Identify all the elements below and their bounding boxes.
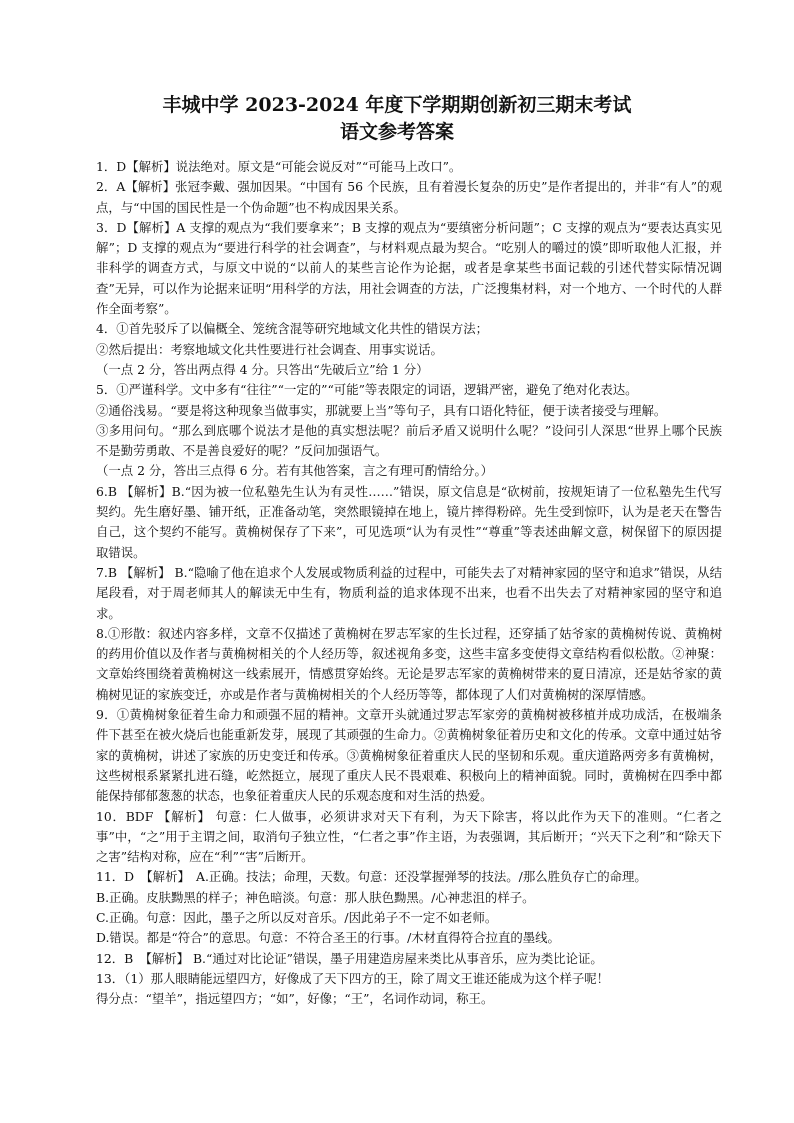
answer-paragraph-13: 8.①形散：叙述内容多样，文章不仅描述了黄桷树在罗志军家的生长过程，还穿插了姑爷家的黄桷树传说、黄桷树的药用价值以及作者与黄桷树相关的个人经历等，叙述视角多变，这些丰富多变使得文章结构看似松散。②神聚：文章始终围绕着黄桷树这一线索展开，情感贯穿始终。无论是罗志军家的黄桷树带来的夏日清凉，还是姑爷家的黄桷树见证的家族变迁，亦或是作者与黄桷树相关的个人经历等等，都体现了人们对黄桷树的深厚情感。 <box>96 625 722 702</box>
answer-paragraph-6: （一点 2 分，答出两点得 4 分。只答出“先破后立”给 1 分） <box>96 361 429 377</box>
answer-paragraph-17: B.正确。皮肤黝黑的样子；神色暗淡。句意：那人肤色黝黑。/心神悲沮的样子。 <box>96 889 535 905</box>
answer-paragraph-3: 3．D【解析】A 支撑的观点为“我们要拿来”；B 支撑的观点为“要缜密分析问题”；C 支撑的观点为“要表达真实见解”；D 支撑的观点为“要进行科学的社会调查”，与材料观点最为契合。“吃别人的嚼过的馍”即听取他人汇报，并非科学的调查方式，与原文中说的“以前人的某些言论作为论据，或者是拿某些书面记载的引述代替实际情况调查”无异，可以作为论据来证明“用科学的方法，用社会调查的方法，广泛搜集材料，对一个地方、一个时代的人群作全面考察”。 <box>96 219 722 317</box>
answer-paragraph-5: ②然后提出：考察地域文化共性要进行社会调查、用事实说话。 <box>96 341 443 357</box>
answer-paragraph-15: 10．BDF 【解析】 句意：仁人做事，必须讲求对天下有利，为天下除害，将以此作为天下的准则。“仁者之事”中，“之”用于主谓之间，取消句子独立性，“仁者之事”作主语，为表强调，其后断开；“兴天下之利”和“除天下之害”结构对称，应在“利”“害”后断开。 <box>96 808 722 865</box>
answer-paragraph-18: C.正确。句意：因此，墨子之所以反对音乐。/因此弟子不一定不如老师。 <box>96 909 498 925</box>
answer-paragraph-8: ②通俗浅易。“要是将这种现象当做事实，那就要上当”等句子，具有口语化特征，便于读者接受与理解。 <box>96 402 667 418</box>
answer-paragraph-12: 7.B 【解析】 B.“隐喻了他在追求个人发展或物质利益的过程中，可能失去了对精神家园的坚守和追求”错误，从结尾段看，对于周老师其人的解读无中生有，物质利益的追求体现不出来，也看不出失去了对精神家园的坚守和追求。 <box>96 564 722 621</box>
answer-paragraph-1: 1．D【解析】说法绝对。原文是“可能会说反对”“可能马上改口”。 <box>96 159 462 174</box>
answer-paragraph-19: D.错误。都是“符合”的意思。句意：不符合圣王的行事。/木材直得符合拉直的墨线。 <box>96 930 560 946</box>
document-title: 丰城中学 2023-2024 年度下学期期创新初三期末考试 <box>162 94 632 116</box>
answer-paragraph-22: 得分点：“望羊”，指远望四方；“如”，好像；“王”，名词作动词，称王。 <box>96 991 494 1007</box>
answer-paragraph-10: （一点 2 分，答出三点得 6 分。若有其他答案，言之有理可酌情给分。） <box>96 463 494 479</box>
answer-paragraph-4: 4．①首先驳斥了以偏概全、笼统含混等研究地域文化共性的错误方法； <box>96 321 488 337</box>
answer-paragraph-20: 12．B 【解析】 B.“通过对比论证”错误，墨子用建造房屋来类比从事音乐，应为类比论证。 <box>96 950 603 966</box>
answer-paragraph-21: 13．（1）那人眼睛能远望四方，好像成了天下四方的王，除了周文王谁还能成为这个样子呢！ <box>96 970 610 986</box>
header <box>0 92 794 146</box>
answer-content <box>96 157 722 1009</box>
answer-paragraph-16: 11．D 【解析】 A.正确。技法；命理，天数。句意：还没掌握弹琴的技法。/那么胜负存亡的命理。 <box>96 869 647 885</box>
answer-paragraph-2: 2．A【解析】张冠李戴、强加因果。“中国有 56 个民族，且有着漫长复杂的历史”是作者提出的，并非“有人”的观点，与“中国的国民性是一个伪命题”也不构成因果关系。 <box>96 179 722 215</box>
answer-paragraph-14: 9．①黄桷树象征着生命力和顽强不屈的精神。文章开头就通过罗志军家旁的黄桷树被移植并成功成活，在极端条件下甚至在被火烧后也能重新发芽，展现了其顽强的生命力。②黄桷树象征着历史和文化的传承。文章中通过姑爷家的黄桷树，讲述了家族的历史变迁和传承。③黄桷树象征着重庆人民的坚韧和乐观。重庆道路两旁多有黄桷树，这些树根系紧紧扎进石缝，屹然挺立，展现了重庆人民不畏艰难、积极向上的精神面貌。同时，黄桷树在四季中都能保持郁郁葱葱的状态，也象征着重庆人民的乐观态度和对生活的热爱。 <box>96 707 722 804</box>
answer-paragraph-9: ③多用问句。“那么到底哪个说法才是他的真实想法呢？前后矛盾又说明什么呢？”设问引人深思“世界上哪个民族不是勤劳勇敢、不是善良爱好的呢？”反问加强语气。 <box>96 422 722 459</box>
answer-paragraph-7: 5．①严谨科学。文中多有“往往”“一定的”“可能”等表限定的词语，逻辑严密，避免了绝对化表达。 <box>96 382 638 398</box>
answer-paragraph-11: 6.B 【解析】B.“因为被一位私塾先生认为有灵性……”错误，原文信息是“砍树前，按规矩请了一位私塾先生代写契约。先生磨好墨、铺开纸，正准备动笔，突然眼镜掉在地上，镜片摔得粉碎。先生受到惊吓，认为是老天在警告自己，这个契约不能写。黄桷树保存了下来”，可见选项“认为有灵性”“尊重”等表述曲解文意，树保留下的原因提取错误。 <box>96 483 722 560</box>
document-subtitle: 语文参考答案 <box>339 121 454 143</box>
